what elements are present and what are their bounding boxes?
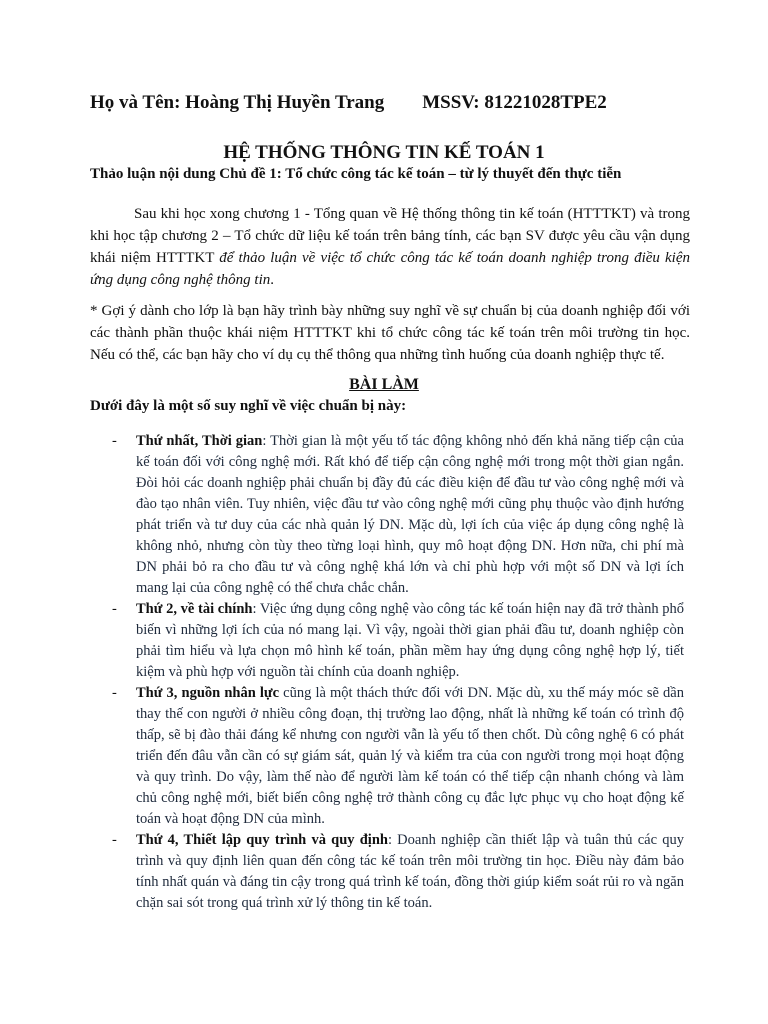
student-id: MSSV: 81221028TPE2 [422, 92, 607, 113]
list-item [112, 431, 684, 599]
intro-text: Sau khi học xong chương 1 - Tổng quan về Hệ thống thông tin kế toán (HTTTKT) và trong khi học tập chương 2 – Tổ chức dữ liệu kế toán trên bảng tính, các bạn SV được yêu cầu vận dụng khái niệm HTTTKT [90, 206, 690, 266]
hint-paragraph: * Gợi ý dành cho lớp là bạn hãy trình bày những suy nghĩ về sự chuẩn bị của doanh nghiệp đối với các thành phần thuộc khái niệm HTTTKT khi tổ chức công tác kế toán trên môi trường tin học. Nếu có thể, các bạn hãy cho ví dụ cụ thể thông qua những tình huống của doanh nghiệp thực tế. [90, 303, 690, 363]
bullet-dash: - [112, 832, 117, 848]
list-item [112, 599, 684, 683]
document-subtitle: Thảo luận nội dung Chủ đề 1: Tổ chức công tác kế toán – từ lý thuyết đến thực tiễn [90, 166, 622, 182]
document-title: HỆ THỐNG THÔNG TIN KẾ TOÁN 1 [223, 142, 545, 163]
answer-points-list [112, 431, 684, 914]
intro-italic-text: để thảo luận về việc tổ chức công tác kế toán doanh nghiệp trong điều kiện ứng dụng công nghệ thông tin [90, 250, 690, 288]
answer-heading: BÀI LÀM [349, 376, 419, 393]
intro-paragraph [90, 203, 690, 291]
list-item [112, 683, 684, 830]
point-text: : Doanh nghiệp cần thiết lập và tuân thủ các quy trình và quy định liên quan đến công tác kế toán trên môi trường tin học. Điều này đảm bảo tính nhất quán và đáng tin cậy trong quá trình kế toán, đồng thời giúp kiểm soát rủi ro và ngăn chặn sai sót trong quá trình xử lý thông tin kế toán. [136, 832, 684, 911]
point-text: : Việc ứng dụng công nghệ vào công tác kế toán hiện nay đã trở thành phổ biến vì những lợi ích của nó mang lại. Vì vậy, ngoài thời gian phải đầu tư, doanh nghiệp còn phải tìm hiểu và lựa chọn mô hình kế toán, phần mềm hay ứng dụng công nghệ hợp lý, tiết kiệm và phù hợp với nguồn tài chính của doanh nghiệp. [136, 601, 685, 680]
point-text: cũng là một thách thức đối với DN. Mặc dù, xu thế máy móc sẽ dần thay thế con người ở nhiều công đoạn, thị trường lao động, nhất là những kế toán có trình độ thấp, sẽ bị đào thải đáng kể nhưng con người vẫn là yếu tố then chốt. Dù công nghệ 6 có phát triển đến đâu vẫn cần có sự giám sát, quản lý và kiểm tra của con người trong mọi hoạt động và quy trình. Do vậy, làm thế nào để người làm kế toán có thể tiếp cận nhanh chóng và làm chủ công nghệ mới, biết biến công nghệ trở thành công cụ đắc lực phục vụ cho hoạt động kế toán và hoạt động DN của mình. [136, 685, 684, 827]
bullet-dash: - [112, 433, 117, 449]
intro-end: . [270, 272, 274, 288]
bullet-dash: - [112, 601, 117, 617]
list-item [112, 830, 684, 914]
bullet-dash: - [112, 685, 117, 701]
point-text: : Thời gian là một yếu tố tác động không nhỏ đến khả năng tiếp cận của kế toán đối với công nghệ mới. Rất khó để tiếp cận công nghệ mới trong một thời gian ngắn. Đòi hỏi các doanh nghiệp phải chuẩn bị đầy đủ các điều kiện để đầu tư vào công nghệ mới và đào tạo nhân viên. Tuy nhiên, việc đầu tư vào công nghệ mới cũng phụ thuộc vào định hướng phát triển và tư duy của các nhà quản lý DN. Mặc dù, lợi ích của việc áp dụng công nghệ là không nhỏ, nhưng còn tùy theo từng loại hình, quy mô hoạt động DN. Hơn nữa, chi phí mà DN phải bỏ ra cho đầu tư và công nghệ khá lớn và chỉ phù hợp với một số DN và lợi ích mang lại của công nghệ có thể chưa chắc chắn. [136, 433, 684, 596]
point-lead: Thứ nhất, Thời gian [136, 433, 263, 449]
point-lead: Thứ 3, nguồn nhân lực [136, 685, 280, 701]
answer-intro: Dưới đây là một số suy nghĩ về việc chuẩn bị này: [90, 398, 407, 414]
student-name: Họ và Tên: Hoàng Thị Huyền Trang [90, 92, 385, 113]
point-lead: Thứ 4, Thiết lập quy trình và quy định [136, 832, 388, 848]
student-info [90, 92, 607, 114]
point-lead: Thứ 2, về tài chính [136, 601, 253, 617]
